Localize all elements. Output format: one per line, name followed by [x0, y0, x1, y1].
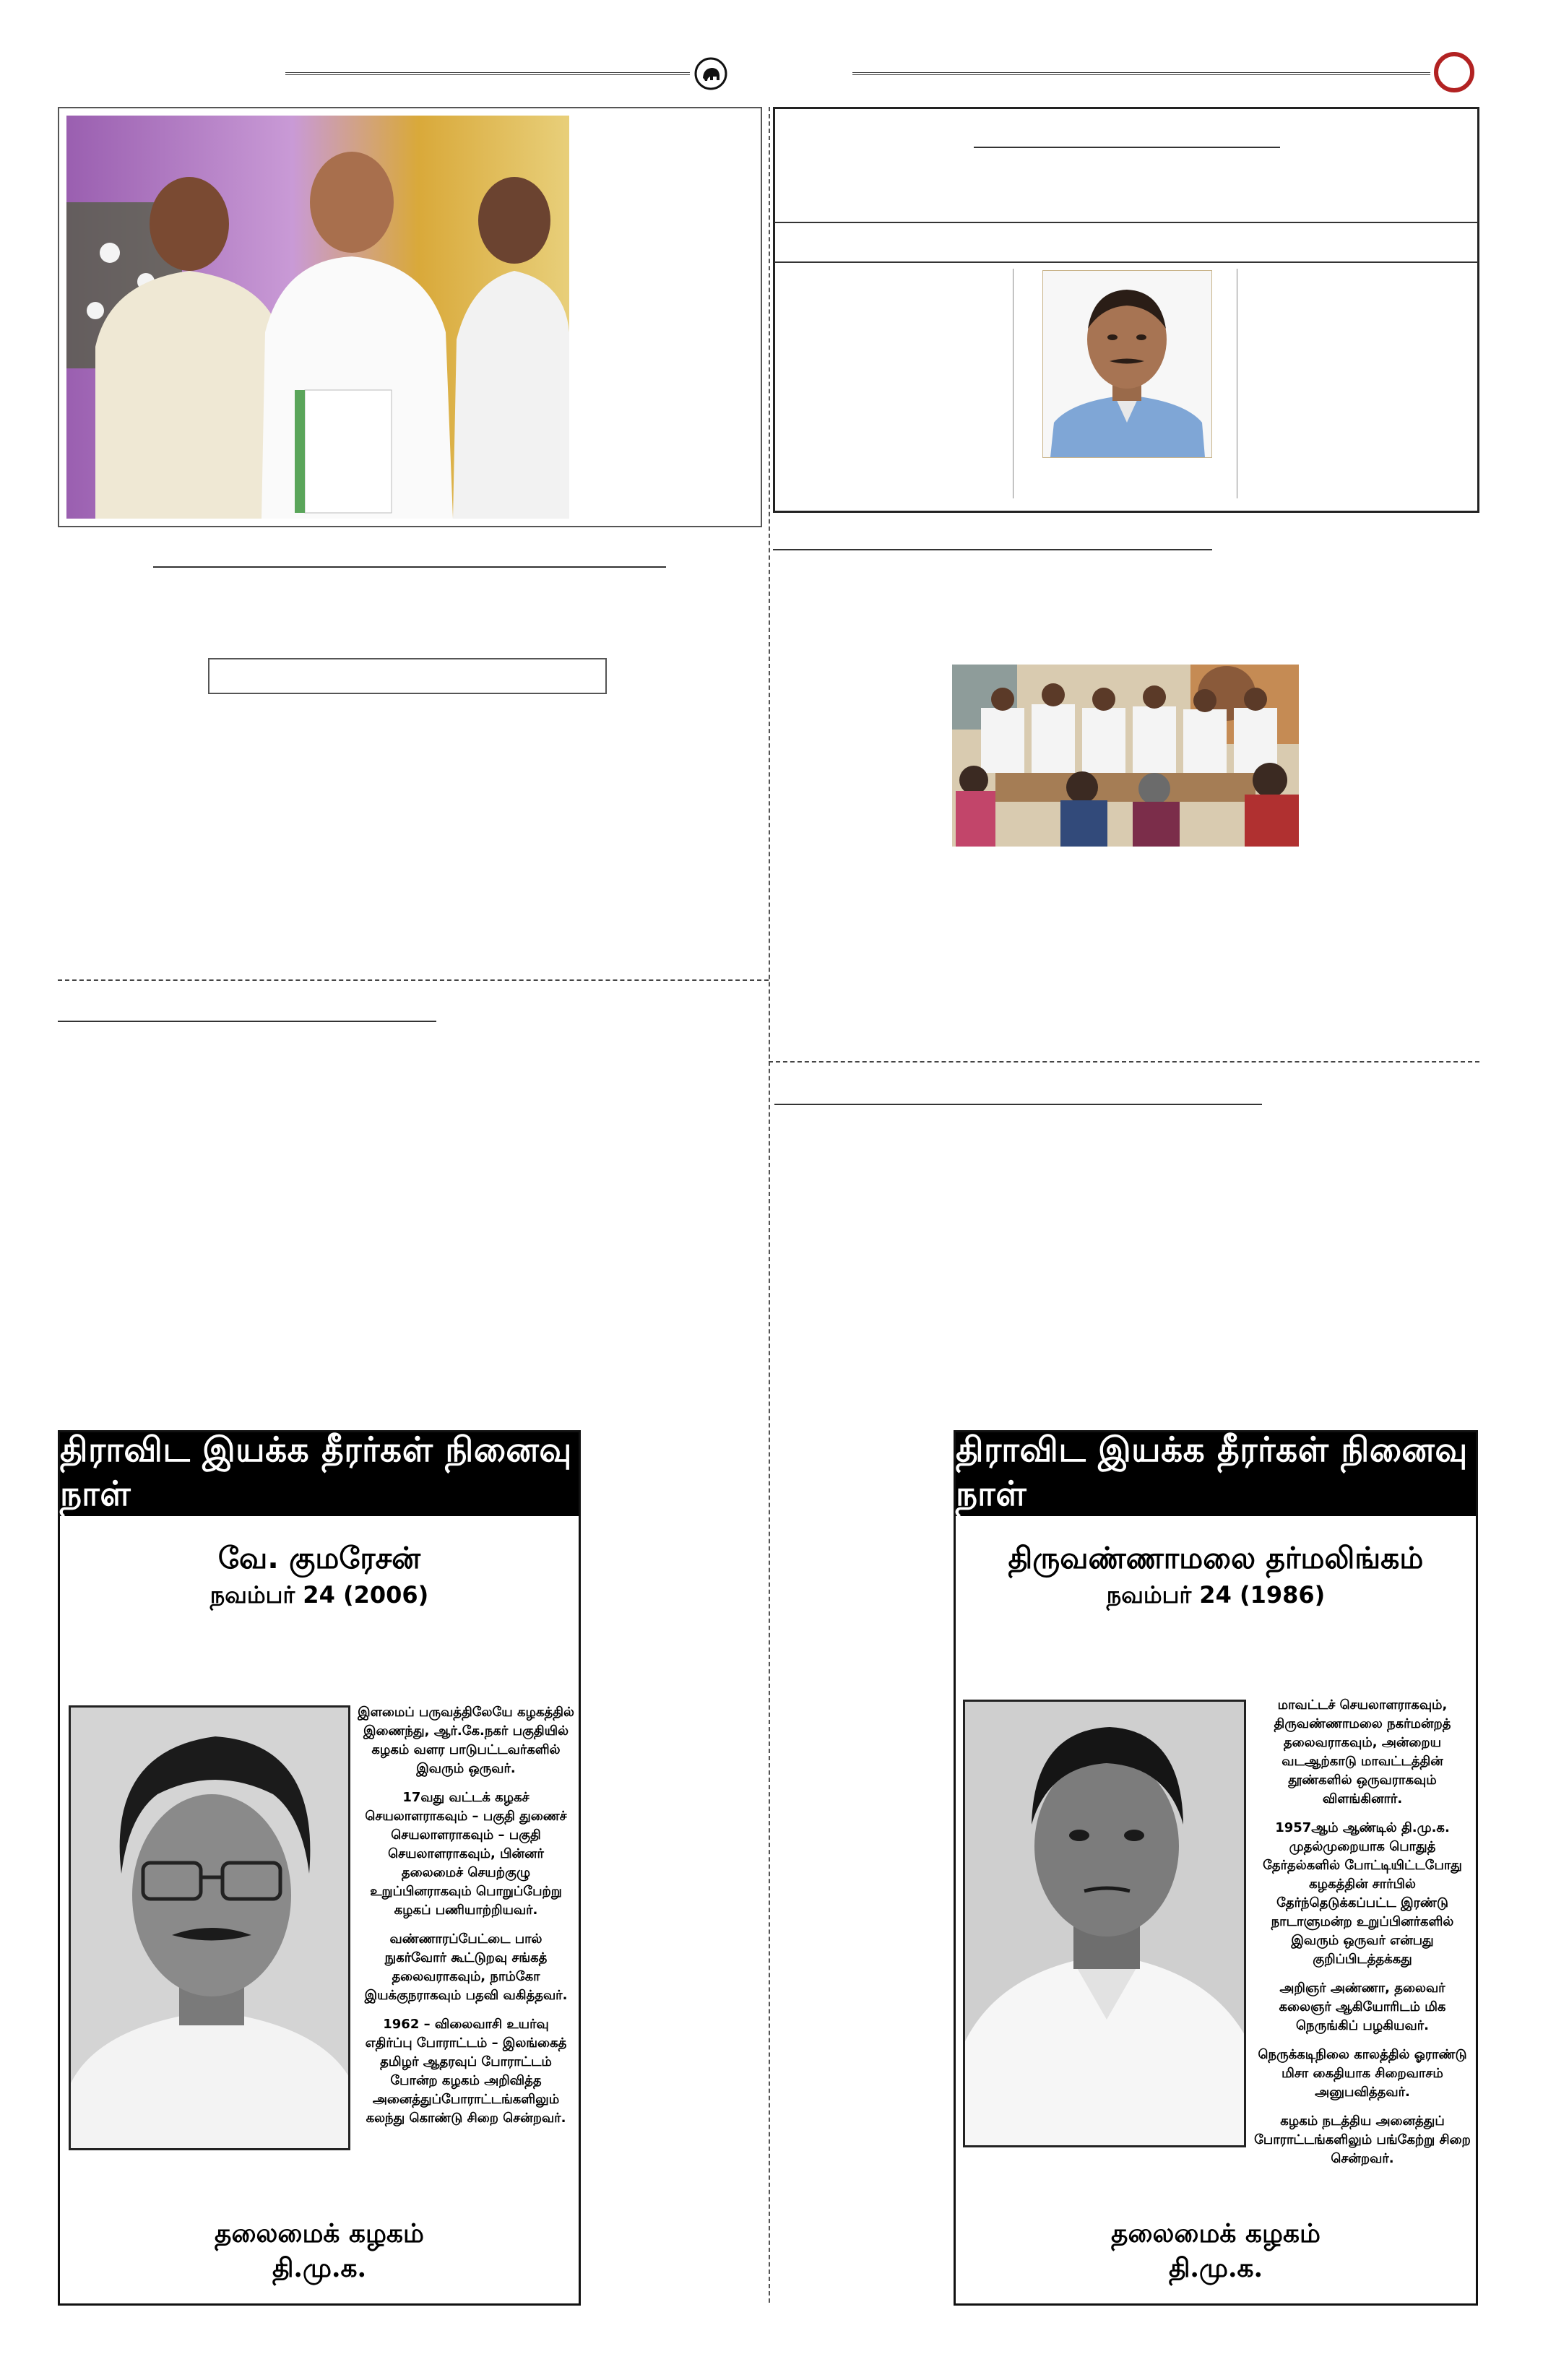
- memorial-header: திராவிட இயக்க தீரர்கள் நினைவு நாள்: [956, 1432, 1476, 1516]
- memorial-header: திராவிட இயக்க தீரர்கள் நினைவு நாள்: [60, 1432, 579, 1516]
- memorial-card-dharmalingam: [954, 1430, 1478, 2306]
- memorial-footer-line2: தி.மு.க.: [272, 2253, 367, 2283]
- memorial-name: வே. குமரேசன்: [217, 1541, 421, 1575]
- bio-paragraph: 17வது வட்டக் கழகச் செயலாளராகவும் – பகுதி துணைச் செயலாளராகவும் – பகுதி செயலாளராகவும், பின்னர் தலைமைச் செயற்குழு உறுப்பினராகவும் பொறுப்பேற்று கழகப் பணியாற்றியவர்.: [365, 1790, 567, 1918]
- officer-portrait: [1042, 270, 1212, 458]
- memorial-date: நவம்பர் 24 (1986): [1106, 1581, 1326, 1609]
- right-headline-rule: [773, 549, 1212, 550]
- bio-paragraph: வண்ணாரப்பேட்டை பால் நுகர்வோர் கூட்டுறவு சங்கத் தலைவராகவும், நாம்கோ இயக்குநராகவும் பதவி வகித்தவர்.: [364, 1931, 568, 2003]
- top-rule-right: [852, 72, 1430, 75]
- memorial-footer-line1: தலைமைக் கழகம்: [1111, 2218, 1321, 2249]
- bio-paragraph: 1957ஆம் ஆண்டில் தி.மு.க. முதல்முறையாக பொதுத் தேர்தல்களில் போட்டியிட்டபோது கழகத்தின் சார்பில் தேர்ந்தெடுக்கப்பட்ட இரண்டு நாடாளுமன்ற உறுப்பினர்களில் இவரும் ஒருவர் என்பது குறிப்பிடத்தக்கது: [1263, 1820, 1462, 1967]
- column-divider: [769, 107, 770, 2303]
- right-top-title-rule: [974, 147, 1280, 148]
- left-section-rule: [58, 1021, 436, 1022]
- bio-paragraph: 1962 – விலைவாசி உயர்வு எதிர்ப்பு போராட்டம் – இலங்கைத் தமிழர் ஆதரவுப் போராட்டம் போன்ற கழகம் அறிவித்த அனைத்துப்போராட்டங்களிலும் கலந்து கொண்டு சிறை சென்றவர்.: [365, 2017, 567, 2126]
- memorial-portrait: [963, 1700, 1246, 2147]
- right-top-divider-1: [774, 222, 1478, 223]
- right-top-divider-2: [774, 261, 1478, 263]
- left-headline-rule: [153, 566, 666, 568]
- memorial-footer-line1: தலைமைக் கழகம்: [215, 2218, 424, 2249]
- memorial-portrait: [69, 1705, 350, 2150]
- bio-paragraph: நெருக்கடிநிலை காலத்தில் ஓராண்டு மிசா கைதியாக சிறைவாசம் அனுபவித்தவர்.: [1258, 2047, 1467, 2100]
- memorial-bio: [1253, 1696, 1471, 2178]
- left-empty-box: [208, 658, 607, 694]
- red-circle-icon: [1432, 51, 1476, 94]
- memorial-date: நவம்பர் 24 (2006): [209, 1581, 429, 1609]
- elephant-logo-icon: [693, 56, 728, 91]
- right-section-divider: [769, 1061, 1479, 1063]
- memorial-card-kumaresan: [58, 1430, 581, 2306]
- food-distribution-photo: [952, 665, 1299, 847]
- top-rule-left: [285, 72, 690, 75]
- bio-paragraph: இளமைப் பருவத்திலேயே கழகத்தில் இணைந்து, ஆர்.கே.நகர் பகுதியில் கழகம் வளர பாடுபட்டவர்களில் இவரும் ஒருவர்.: [358, 1705, 574, 1776]
- event-photo: [66, 116, 569, 519]
- right-section-rule: [774, 1104, 1262, 1105]
- left-section-divider: [58, 979, 769, 981]
- memorial-footer-line2: தி.மு.க.: [1168, 2253, 1263, 2283]
- bio-paragraph: அறிஞர் அண்ணா, தலைவர் கலைஞர் ஆகியோரிடம் மிக நெருங்கிப் பழகியவர்.: [1279, 1981, 1446, 2033]
- bio-paragraph: கழகம் நடத்திய அனைத்துப் போராட்டங்களிலும் பங்கேற்று சிறை சென்றவர்.: [1254, 2113, 1471, 2166]
- memorial-name: திருவண்ணாமலை தர்மலிங்கம்: [1008, 1541, 1424, 1575]
- bio-paragraph: மாவட்டச் செயலாளராகவும், திருவண்ணாமலை நகர்மன்றத் தலைவராகவும், அன்றைய வடஆற்காடு மாவட்டத்தின் தூண்களில் ஒருவராகவும் விளங்கினார்.: [1274, 1697, 1451, 1806]
- memorial-bio: [358, 1703, 574, 2138]
